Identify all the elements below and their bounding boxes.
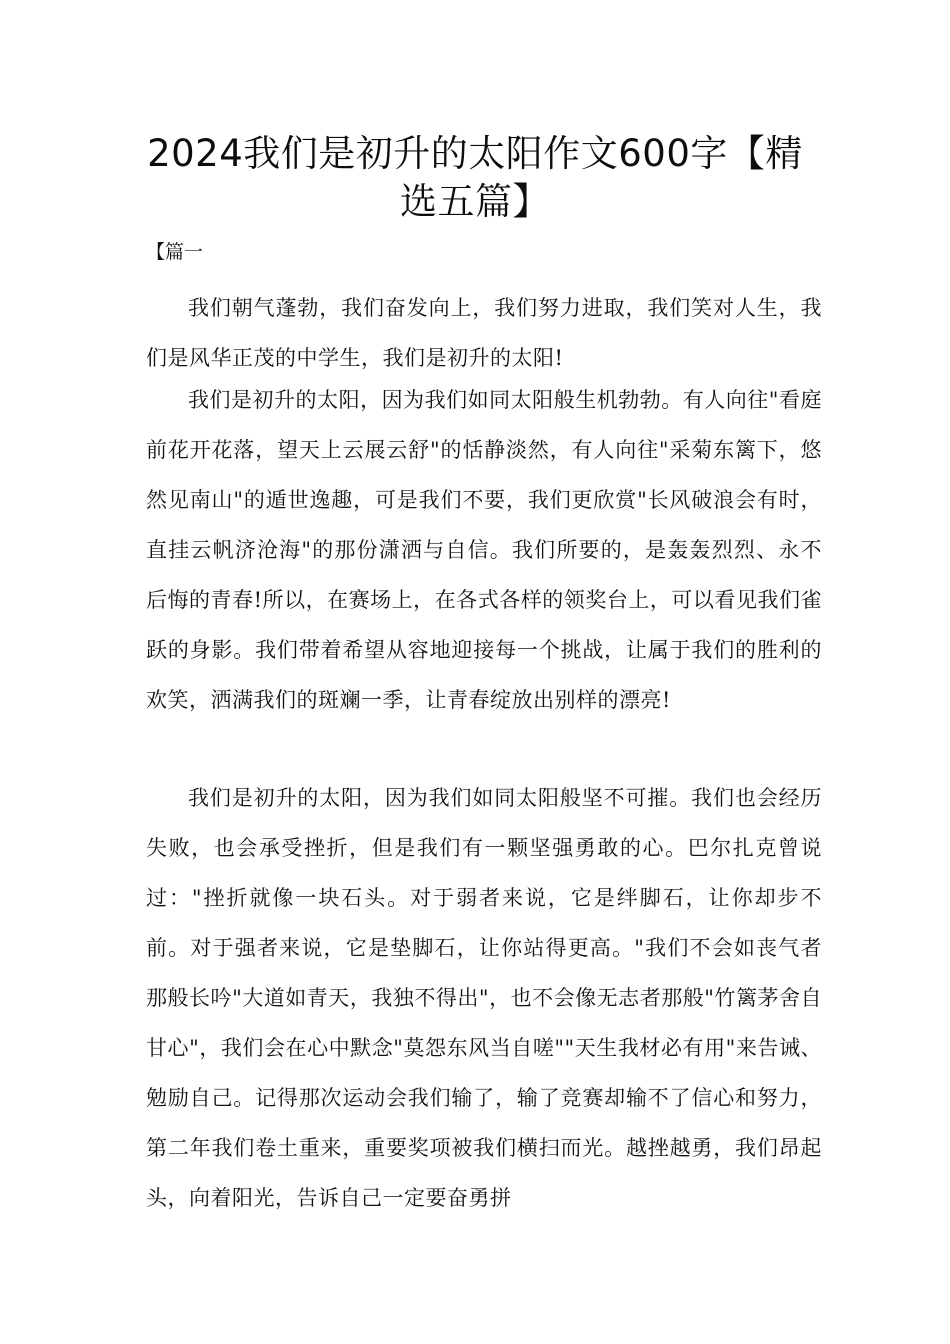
paragraph-2: 我们是初升的太阳，因为我们如同太阳般生机勃勃。有人向往"看庭前花开花落，望天上云展云舒"的恬静淡然，有人向往"采菊东篱下，悠然见南山"的遁世逸趣，可是我们不要，我们更欣赏"长风破浪会有时，直挂云帆济沧海"的那份潇洒与自信。我们所要的，是轰轰烈烈、永不后悔的青春!所以，在赛场上，在各式各样的领奖台上，可以看见我们雀跃的身影。我们带着希望从容地迎接每一个挑战，让属于我们的胜利的欢笑，洒满我们的斑斓一季，让青春绽放出别样的漂亮! bbox=[146, 388, 822, 712]
paragraph-3: 我们是初升的太阳，因为我们如同太阳般坚不可摧。我们也会经历失败，也会承受挫折，但是我们有一颗坚强勇敢的心。巴尔扎克曾说过："挫折就像一块石头。对于弱者来说，它是绊脚石，让你却步不前。对于强者来说，它是垫脚石，让你站得更高。"我们不会如丧气者那般长吟"大道如青天，我独不得出"，也不会像无志者那般"竹篱茅舍自甘心"，我们会在心中默念"莫怨东风当自嗟""天生我材必有用"来告诫、勉励自己。记得那次运动会我们输了，输了竞赛却输不了信心和努力，第二年我们卷土重来，重要奖项被我们横扫而光。越挫越勇，我们昂起头，向着阳光，告诉自己一定要奋勇拼 bbox=[146, 786, 822, 1210]
section-label: 【篇一 bbox=[146, 241, 204, 263]
paragraph-1: 我们朝气蓬勃，我们奋发向上，我们努力进取，我们笑对人生，我们是风华正茂的中学生，我们是初升的太阳! bbox=[146, 296, 822, 370]
document-title: 2024我们是初升的太阳作文600字【精选五篇】 bbox=[147, 132, 803, 223]
